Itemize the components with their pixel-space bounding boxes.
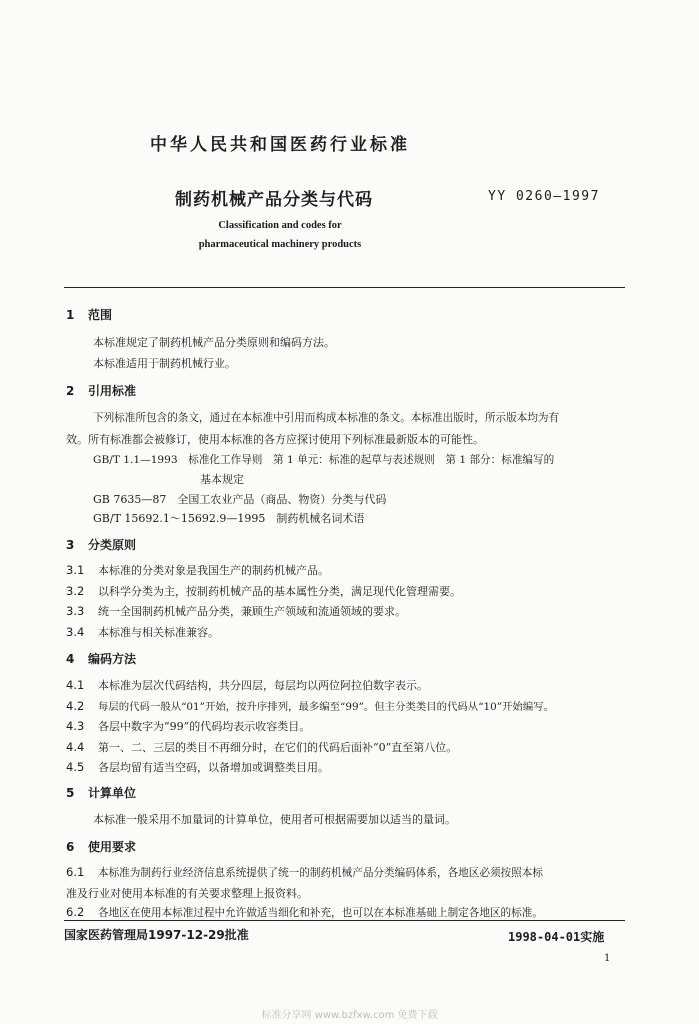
page-number: 1 xyxy=(604,953,611,964)
reference-standard: GB/T 15692.1～15692.9—1995 制药机械名词术语 xyxy=(93,512,365,525)
item-text: 各地区在使用本标准过程中允许做适当细化和补充，也可以在本标准基础上制定各地区的标准。 xyxy=(98,907,543,919)
item-number: 4.5 xyxy=(66,760,85,774)
list-item xyxy=(66,698,554,713)
reference-standard-continuation: 基本规定 xyxy=(200,473,244,486)
item-text: 各层中数字为“99”的代码均表示收容类目。 xyxy=(98,720,311,733)
item-number: 4.3 xyxy=(66,719,85,733)
section-number: 3 xyxy=(66,538,75,552)
footer-divider xyxy=(64,920,625,921)
section-2-heading xyxy=(66,382,136,399)
item-number: 4.1 xyxy=(66,678,85,692)
section-number: 4 xyxy=(66,652,75,666)
section-6-heading xyxy=(66,838,136,855)
list-item xyxy=(66,905,543,920)
section-4-heading xyxy=(66,650,136,667)
section-title: 编码方法 xyxy=(88,652,137,666)
list-item xyxy=(66,759,329,775)
issuing-organization: 中华人民共和国医药行业标准 xyxy=(150,135,410,155)
list-item xyxy=(66,677,428,693)
item-number: 6.1 xyxy=(66,865,85,879)
section-1-heading xyxy=(66,306,112,323)
document-title: 制药机械产品分类与代码 xyxy=(175,190,373,210)
section-number: 6 xyxy=(66,840,75,854)
item-text: 统一全国制药机械产品分类，兼顾生产领域和流通领域的要求。 xyxy=(98,605,406,618)
item-text: 本标准与相关标准兼容。 xyxy=(98,626,219,639)
item-text: 每层的代码一般从“01”开始，按升序排列，最多编至“99”。但主分类类目的代码从“10”开始编写。 xyxy=(98,701,554,713)
list-item xyxy=(66,624,219,640)
section-title: 引用标准 xyxy=(88,384,137,398)
item-text: 本标准的分类对象是我国生产的制药机械产品。 xyxy=(98,564,329,577)
list-item xyxy=(66,583,461,599)
item-number: 3.4 xyxy=(66,625,85,639)
item-text: 各层均留有适当空码，以备增加或调整类目用。 xyxy=(98,761,329,774)
list-item xyxy=(66,603,406,619)
section-number: 2 xyxy=(66,384,75,398)
list-item xyxy=(66,739,457,755)
list-item xyxy=(66,718,310,734)
paragraph: 本标准一般采用不加量词的计算单位，使用者可根据需要加以适当的量词。 xyxy=(93,813,456,826)
watermark: 标准分享网 www.bzfxw.com 免费下载 xyxy=(261,1010,438,1021)
section-title: 范围 xyxy=(88,308,113,322)
standard-code: YY 0260—1997 xyxy=(488,189,600,204)
item-text: 本标准为层次代码结构，共分四层，每层均以两位阿拉伯数字表示。 xyxy=(98,679,428,692)
section-title: 使用要求 xyxy=(88,840,137,854)
item-number: 3.3 xyxy=(66,604,85,618)
section-title: 计算单位 xyxy=(88,786,137,800)
paragraph: 下列标准所包含的条文，通过在本标准中引用而构成本标准的条文。本标准出版时，所示版本均为有 xyxy=(93,412,560,424)
implementation-line: 1998-04-01实施 xyxy=(508,930,605,944)
header-divider xyxy=(64,287,625,288)
section-number: 5 xyxy=(66,786,75,800)
item-number: 4.2 xyxy=(66,699,85,713)
approval-line: 国家医药管理局1997-12-29批准 xyxy=(64,928,249,942)
english-title-line-2: pharmaceutical machinery products xyxy=(198,239,362,250)
reference-standard: GB 7635—87 全国工农业产品（商品、物资）分类与代码 xyxy=(93,493,387,506)
item-number: 6.2 xyxy=(66,905,85,919)
item-text: 本标准为制药行业经济信息系统提供了统一的制药机械产品分类编码体系，各地区必须按照本标 xyxy=(98,867,543,879)
item-number: 3.2 xyxy=(66,584,85,598)
section-number: 1 xyxy=(66,308,75,322)
paragraph: 本标准规定了制药机械产品分类原则和编码方法。 xyxy=(93,336,335,349)
section-5-heading xyxy=(66,784,136,801)
list-item xyxy=(66,865,543,880)
item-text: 第一、二、三层的类目不再细分时，在它们的代码后面补“0”直至第八位。 xyxy=(98,741,458,754)
paragraph: 效。所有标准都会被修订，使用本标准的各方应探讨使用下列标准最新版本的可能性。 xyxy=(66,433,484,446)
reference-standard: GB/T 1.1—1993 标准化工作导则 第 1 单元：标准的起草与表述规则 第 1 部分：标准编写的 xyxy=(93,454,555,466)
paragraph: 本标准适用于制药机械行业。 xyxy=(93,357,236,370)
item-number: 3.1 xyxy=(66,563,85,577)
english-title-line-1: Classification and codes for xyxy=(218,220,342,231)
section-title: 分类原则 xyxy=(88,538,137,552)
section-3-heading xyxy=(66,536,136,553)
item-text: 以科学分类为主，按制药机械产品的基本属性分类，满足现代化管理需要。 xyxy=(98,585,461,598)
list-item-continuation: 准及行业对使用本标准的有关要求整理上报资料。 xyxy=(66,887,308,900)
list-item xyxy=(66,562,329,578)
item-number: 4.4 xyxy=(66,740,85,754)
